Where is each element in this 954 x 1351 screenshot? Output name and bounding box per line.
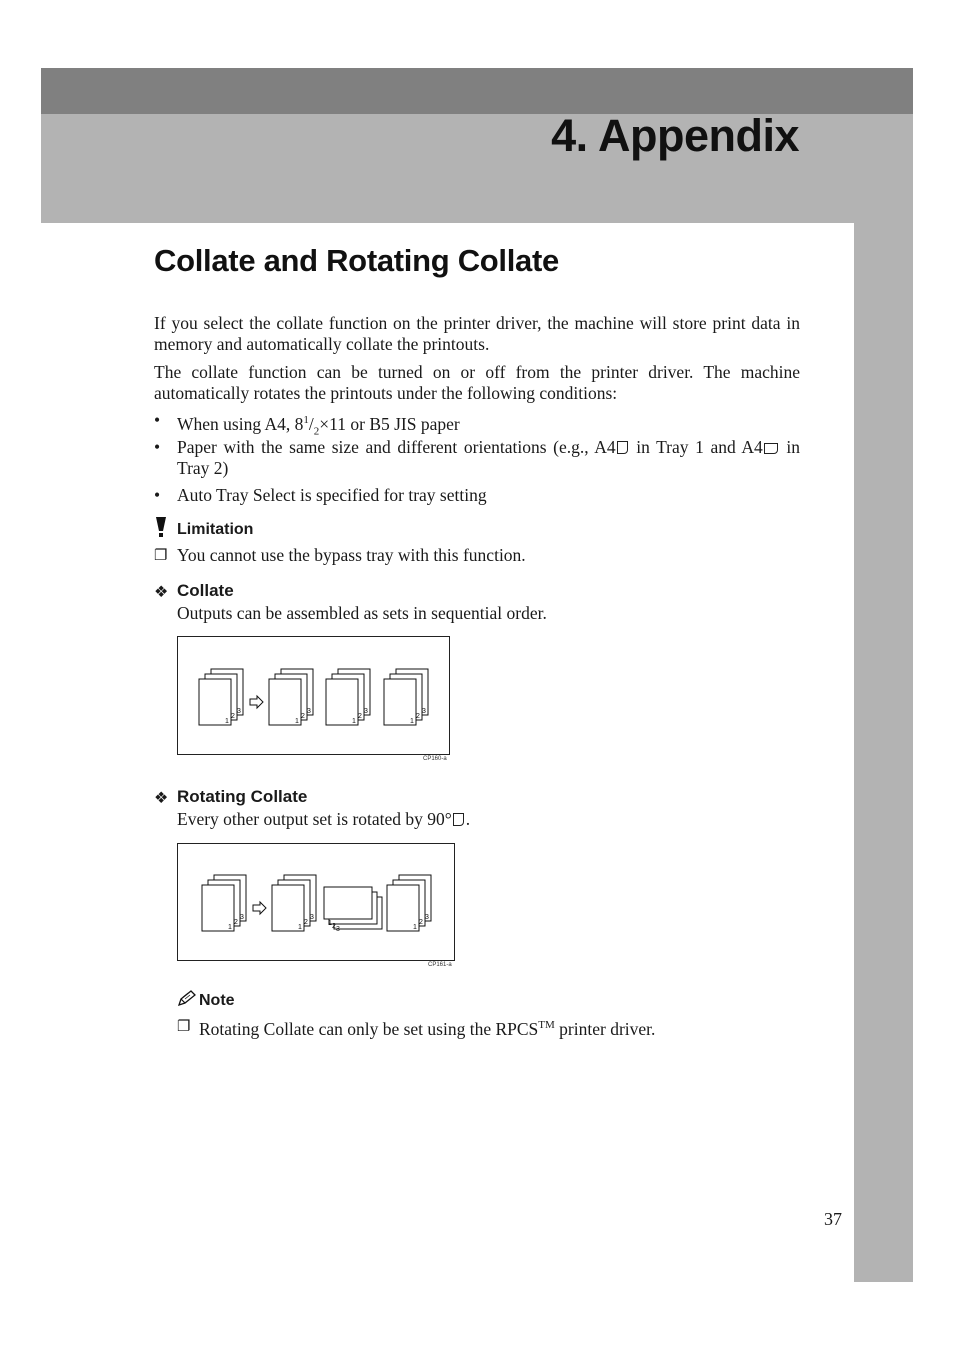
side-thumb-tab xyxy=(854,223,913,1282)
note-heading: Note xyxy=(199,992,235,1009)
page-number-label: 1 xyxy=(228,924,232,931)
page-number-label: 1 xyxy=(410,718,414,725)
bullet-text: Auto Tray Select is specified for tray setting xyxy=(177,485,487,505)
section-title: Collate and Rotating Collate xyxy=(154,243,559,278)
page-number-label: 2 xyxy=(419,919,423,926)
page-number-label: 3 xyxy=(310,914,314,921)
page-number-label: 1 xyxy=(328,920,332,927)
portrait-orientation-icon xyxy=(617,441,628,454)
page-number-label: 2 xyxy=(358,713,362,720)
page-number-label: 2 xyxy=(301,713,305,720)
page-number-label: 2 xyxy=(304,919,308,926)
collate-heading: Collate xyxy=(177,581,234,600)
bullet-glyph: • xyxy=(154,437,161,457)
page-number-label: 2 xyxy=(416,713,420,720)
rotating-collate-heading: Rotating Collate xyxy=(177,787,308,806)
checkbox-glyph: ❐ xyxy=(177,1019,191,1035)
note-item: Rotating Collate can only be set using the RPCS™ printer driver. xyxy=(199,1018,656,1039)
collate-figure xyxy=(177,636,450,755)
page-number-label: 3 xyxy=(425,914,429,921)
page-number-label: 1 xyxy=(298,924,302,931)
arrow-icon xyxy=(253,902,266,914)
collate-description: Outputs can be assembled as sets in sequential order. xyxy=(177,603,547,623)
page-number-label: 3 xyxy=(240,914,244,921)
collate-figure-code: CP160-a xyxy=(423,756,447,762)
note-pencil-icon xyxy=(177,990,197,1008)
page-number-label: 1 xyxy=(225,718,229,725)
bullet-glyph: • xyxy=(154,410,161,430)
page-number-label: 1 xyxy=(295,718,299,725)
intro-paragraph-2: The collate function can be turned on or off from the printer driver. The machine automatically rotates the printouts under the following conditions: xyxy=(154,362,800,403)
checkbox-glyph: ❐ xyxy=(154,548,168,564)
page-number-label: 2 xyxy=(332,923,336,930)
page-number-label: 3 xyxy=(336,926,340,933)
page-number-label: 3 xyxy=(307,708,311,715)
landscape-orientation-icon xyxy=(764,443,778,454)
page-number-label: 3 xyxy=(364,708,368,715)
bullet-text: When using A4, $8^1/_2\times 11$ or B5 JIS paper xyxy=(177,413,460,438)
intro-paragraph-1: If you select the collate function on the printer driver, the machine will store print data in memory and automatically collate the printouts. xyxy=(154,313,800,354)
limitation-heading: Limitation xyxy=(177,521,254,538)
page-number-label: 3 xyxy=(422,708,426,715)
page-number-label: 1 xyxy=(352,718,356,725)
rotating-collate-figure xyxy=(177,843,455,961)
limitation-item: You cannot use the bypass tray with this function. xyxy=(177,545,526,565)
arrow-icon xyxy=(250,696,263,708)
portrait-orientation-icon xyxy=(453,813,464,826)
page-number: 37 xyxy=(824,1209,842,1229)
limitation-icon xyxy=(154,516,168,538)
page-number-label: 2 xyxy=(234,919,238,926)
rotating-collate-description: Every other output set is rotated by 90° . xyxy=(177,809,471,829)
collate-diagram xyxy=(178,637,449,754)
rotating-figure-code: CP161-a xyxy=(428,962,452,968)
chapter-title: 4. Appendix xyxy=(551,110,799,161)
page-number-label: 1 xyxy=(413,924,417,931)
chapter-header-band-top xyxy=(41,68,913,114)
bullet-glyph: • xyxy=(154,485,161,505)
rotating-collate-diagram xyxy=(178,844,454,960)
diamond-glyph: ❖ xyxy=(154,790,169,807)
sheet-1 xyxy=(324,887,372,919)
page-number-label: 2 xyxy=(231,713,235,720)
page-number-label: 3 xyxy=(237,708,241,715)
bullet-text: Paper with the same size and different orientations (e.g., A4 in Tray 1 and A4 in Tray 2) xyxy=(177,437,800,478)
diamond-glyph: ❖ xyxy=(154,584,169,601)
